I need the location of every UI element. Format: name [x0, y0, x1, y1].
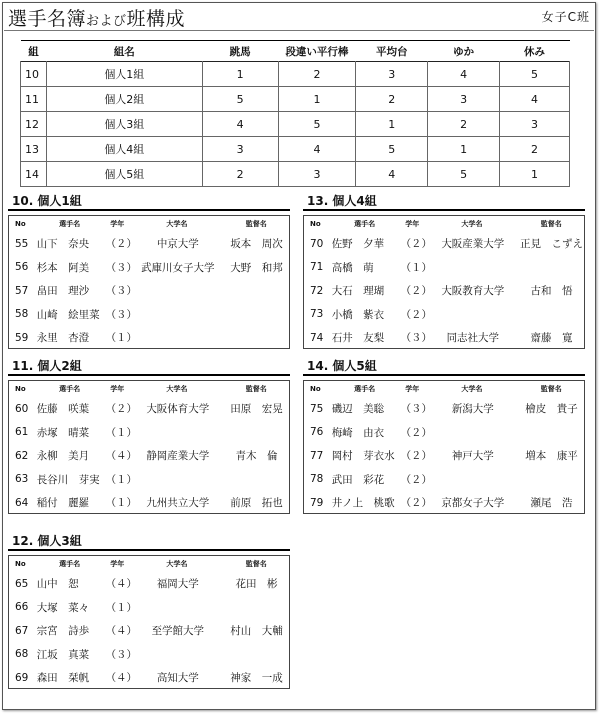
table-cell: 2	[202, 162, 278, 187]
member-year: （１）	[105, 473, 138, 486]
member-name: 小橋 紫衣	[331, 308, 385, 321]
table-cell: 1	[202, 62, 278, 87]
member-year: （１）	[105, 332, 138, 345]
table-cell: 3	[278, 162, 356, 187]
member-year: （４）	[105, 578, 138, 591]
list-item	[9, 491, 289, 515]
col-header: 組名	[113, 45, 135, 58]
col-header-coach: 監督名	[245, 385, 267, 393]
member-year: （２）	[400, 285, 433, 298]
member-list-header	[9, 381, 289, 397]
title-divider	[4, 30, 594, 31]
member-no: 65	[15, 577, 29, 590]
table-cell: 5	[202, 87, 278, 112]
member-univ: 武庫川女子大学	[141, 261, 215, 274]
member-list	[8, 555, 290, 689]
col-header-no: No	[15, 220, 26, 228]
table-cell: 4	[500, 87, 570, 112]
member-year: （２）	[400, 308, 433, 321]
table-row	[21, 137, 570, 162]
list-item	[304, 326, 584, 350]
table-cell: 1	[278, 87, 356, 112]
member-name: 稲付 麗羅	[36, 497, 90, 510]
member-year: （２）	[105, 403, 138, 416]
member-no: 69	[15, 671, 29, 684]
member-univ: 福岡大学	[156, 578, 199, 591]
member-univ: 大阪教育大学	[441, 285, 505, 298]
member-year: （２）	[400, 473, 433, 486]
member-coach: 大野 和邦	[230, 261, 283, 274]
table-row	[21, 62, 570, 87]
member-no: 60	[15, 402, 29, 415]
group-title: 10. 個人1組	[8, 193, 290, 211]
member-name: 岡村 芽衣水	[331, 450, 395, 463]
member-year: （３）	[400, 332, 433, 345]
table-cell: 個人1組	[46, 62, 202, 87]
member-name: 大塚 菜々	[36, 601, 90, 614]
rotation-header-row	[21, 41, 570, 62]
member-coach: 神家 一成	[230, 672, 283, 685]
member-no: 64	[15, 496, 29, 509]
table-cell: 4	[202, 112, 278, 137]
col-header: 組	[28, 45, 39, 58]
member-name: 大石 理瑚	[331, 285, 385, 298]
list-item	[304, 421, 584, 445]
col-header-univ: 大学名	[166, 560, 188, 568]
col-header-year: 学年	[405, 220, 420, 228]
table-cell: 2	[356, 87, 428, 112]
table-cell: 2	[428, 112, 500, 137]
member-year: （３）	[105, 261, 138, 274]
list-item	[304, 444, 584, 468]
member-year: （２）	[400, 238, 433, 251]
list-item	[9, 397, 289, 421]
class-tag: 女子C班	[541, 10, 590, 24]
member-year: （１）	[105, 497, 138, 510]
table-cell: 5	[428, 162, 500, 187]
member-list-header	[9, 556, 289, 572]
member-name: 梅崎 由衣	[331, 426, 385, 439]
member-year: （１）	[105, 601, 138, 614]
member-coach: 檜皮 貴子	[525, 403, 578, 416]
col-header-univ: 大学名	[166, 220, 188, 228]
list-item	[304, 468, 584, 492]
table-cell: 個人4組	[46, 137, 202, 162]
col-header-year: 学年	[110, 385, 125, 393]
member-name: 山下 奈央	[36, 238, 90, 251]
member-no: 77	[310, 449, 324, 462]
list-item	[9, 643, 289, 667]
member-univ: 至学館大学	[151, 625, 205, 638]
list-item	[304, 303, 584, 327]
member-univ: 大阪産業大学	[441, 238, 505, 251]
table-cell: 個人3組	[46, 112, 202, 137]
table-cell: 5	[500, 62, 570, 87]
table-cell: 1	[428, 137, 500, 162]
table-cell: 12	[21, 112, 47, 137]
member-year: （２）	[400, 450, 433, 463]
list-item	[9, 572, 289, 596]
member-name: 杉本 阿美	[36, 261, 90, 274]
table-row	[21, 162, 570, 187]
member-no: 55	[15, 237, 29, 250]
table-cell: 3	[202, 137, 278, 162]
member-no: 68	[15, 648, 29, 661]
member-year: （４）	[105, 672, 138, 685]
member-coach: 前原 拓也	[230, 497, 283, 510]
col-header-name: 選手名	[354, 220, 376, 228]
member-univ: 大阪体育大学	[146, 403, 210, 416]
member-no: 57	[15, 284, 29, 297]
member-year: （２）	[400, 426, 433, 439]
table-cell: 2	[278, 62, 356, 87]
list-item	[9, 421, 289, 445]
list-item	[9, 303, 289, 327]
col-header-coach: 監督名	[245, 560, 267, 568]
member-name: 山中 恕	[36, 578, 79, 591]
table-cell: 1	[500, 162, 570, 187]
col-header: ゆか	[453, 45, 475, 58]
member-no: 71	[310, 261, 324, 274]
col-header: 平均台	[376, 45, 408, 58]
group-title: 11. 個人2組	[8, 358, 290, 376]
group-section	[8, 533, 290, 689]
table-cell: 11	[21, 87, 47, 112]
col-header-univ: 大学名	[166, 385, 188, 393]
table-cell: 個人5組	[46, 162, 202, 187]
member-no: 72	[310, 284, 324, 297]
col-header-name: 選手名	[59, 560, 81, 568]
member-no: 59	[15, 331, 29, 344]
member-no: 70	[310, 237, 324, 250]
member-name: 井ノ上 桃歌	[331, 497, 395, 510]
group-section	[8, 358, 290, 514]
table-cell: 3	[428, 87, 500, 112]
list-item	[9, 444, 289, 468]
member-name: 赤塚 晴菜	[36, 426, 90, 439]
table-cell: 13	[21, 137, 47, 162]
member-name: 武田 彩花	[331, 473, 385, 486]
member-univ: 神戸大学	[451, 450, 494, 463]
member-univ: 静岡産業大学	[146, 450, 210, 463]
list-item	[304, 256, 584, 280]
member-year: （１）	[105, 426, 138, 439]
list-item	[9, 666, 289, 690]
table-cell: 4	[428, 62, 500, 87]
member-name: 山崎 絵里菜	[36, 308, 100, 321]
member-no: 73	[310, 308, 324, 321]
table-cell: 3	[356, 62, 428, 87]
member-list	[303, 215, 585, 349]
table-cell: 2	[500, 137, 570, 162]
member-list	[8, 215, 290, 349]
rotation-table	[20, 40, 570, 187]
table-cell: 1	[356, 112, 428, 137]
table-cell: 個人2組	[46, 87, 202, 112]
member-no: 79	[310, 496, 324, 509]
member-year: （３）	[105, 648, 138, 661]
col-header-coach: 監督名	[540, 220, 562, 228]
member-name: 宗宮 詩歩	[36, 625, 90, 638]
col-header-name: 選手名	[354, 385, 376, 393]
group-title: 13. 個人4組	[303, 193, 585, 211]
member-year: （１）	[400, 261, 433, 274]
member-year: （２）	[105, 238, 138, 251]
table-cell: 10	[21, 62, 47, 87]
member-year: （３）	[105, 308, 138, 321]
member-univ: 中京大学	[156, 238, 199, 251]
member-coach: 青木 倫	[235, 450, 278, 463]
member-name: 佐野 夕華	[331, 238, 385, 251]
table-cell: 5	[356, 137, 428, 162]
col-header: 休み	[524, 45, 546, 58]
list-item	[9, 619, 289, 643]
member-name: 佐藤 咲葉	[36, 403, 90, 416]
member-name: 江坂 真菜	[36, 648, 90, 661]
group-section	[8, 193, 290, 349]
list-item	[9, 256, 289, 280]
member-no: 78	[310, 473, 324, 486]
member-no: 62	[15, 449, 29, 462]
member-no: 58	[15, 308, 29, 321]
member-no: 67	[15, 624, 29, 637]
member-list	[8, 380, 290, 514]
table-cell: 4	[356, 162, 428, 187]
list-item	[9, 596, 289, 620]
member-univ: 同志社大学	[446, 332, 500, 345]
col-header: 段違い平行棒	[285, 45, 349, 58]
member-coach: 齋藤 寛	[530, 332, 573, 345]
member-univ: 新潟大学	[451, 403, 494, 416]
table-cell: 4	[278, 137, 356, 162]
list-item	[304, 397, 584, 421]
col-header-coach: 監督名	[540, 385, 562, 393]
member-list	[303, 380, 585, 514]
member-year: （４）	[105, 450, 138, 463]
member-coach: 古和 悟	[530, 285, 573, 298]
member-name: 磯辺 美聡	[331, 403, 385, 416]
member-list-header	[304, 216, 584, 232]
member-univ: 高知大学	[156, 672, 199, 685]
col-header-no: No	[310, 385, 321, 393]
col-header-name: 選手名	[59, 220, 81, 228]
member-name: 永里 杏澄	[36, 332, 90, 345]
member-coach: 正見 こずえ	[520, 238, 584, 251]
list-item	[9, 326, 289, 350]
member-name: 永柳 美月	[36, 450, 90, 463]
col-header-year: 学年	[405, 385, 420, 393]
member-name: 畠田 理沙	[36, 285, 90, 298]
member-name: 石井 友梨	[331, 332, 385, 345]
member-name: 高橋 萌	[331, 261, 374, 274]
table-cell: 3	[500, 112, 570, 137]
member-no: 61	[15, 426, 29, 439]
table-cell: 14	[21, 162, 47, 187]
member-name: 森田 栞帆	[36, 672, 90, 685]
member-no: 76	[310, 426, 324, 439]
col-header-coach: 監督名	[245, 220, 267, 228]
member-no: 74	[310, 331, 324, 344]
member-univ: 京都女子大学	[441, 497, 505, 510]
member-coach: 坂本 周次	[230, 238, 283, 251]
list-item	[304, 232, 584, 256]
member-year: （２）	[400, 497, 433, 510]
page-title: 選手名簿および班構成	[8, 8, 186, 30]
col-header-no: No	[15, 385, 26, 393]
list-item	[9, 232, 289, 256]
member-coach: 増本 康平	[525, 450, 578, 463]
member-no: 75	[310, 402, 324, 415]
group-title: 12. 個人3組	[8, 533, 290, 551]
list-item	[304, 491, 584, 515]
table-row	[21, 87, 570, 112]
member-name: 長谷川 芽実	[36, 473, 100, 486]
member-no: 63	[15, 473, 29, 486]
col-header-no: No	[15, 560, 26, 568]
member-no: 56	[15, 261, 29, 274]
col-header-univ: 大学名	[461, 220, 483, 228]
group-section	[303, 193, 585, 349]
member-list-header	[9, 216, 289, 232]
table-row	[21, 112, 570, 137]
table-cell: 5	[278, 112, 356, 137]
group-section	[303, 358, 585, 514]
col-header-univ: 大学名	[461, 385, 483, 393]
member-coach: 瀬尾 浩	[530, 497, 573, 510]
group-title: 14. 個人5組	[303, 358, 585, 376]
member-year: （４）	[105, 625, 138, 638]
member-year: （３）	[105, 285, 138, 298]
member-univ: 九州共立大学	[146, 497, 210, 510]
col-header-name: 選手名	[59, 385, 81, 393]
list-item	[9, 468, 289, 492]
member-year: （３）	[400, 403, 433, 416]
member-coach: 村山 大輔	[230, 625, 283, 638]
col-header-no: No	[310, 220, 321, 228]
col-header-year: 学年	[110, 220, 125, 228]
member-no: 66	[15, 601, 29, 614]
col-header: 跳馬	[229, 45, 251, 58]
member-list-header	[304, 381, 584, 397]
col-header-year: 学年	[110, 560, 125, 568]
member-coach: 田原 宏晃	[230, 403, 283, 416]
list-item	[304, 279, 584, 303]
member-coach: 花田 彬	[235, 578, 278, 591]
list-item	[9, 279, 289, 303]
